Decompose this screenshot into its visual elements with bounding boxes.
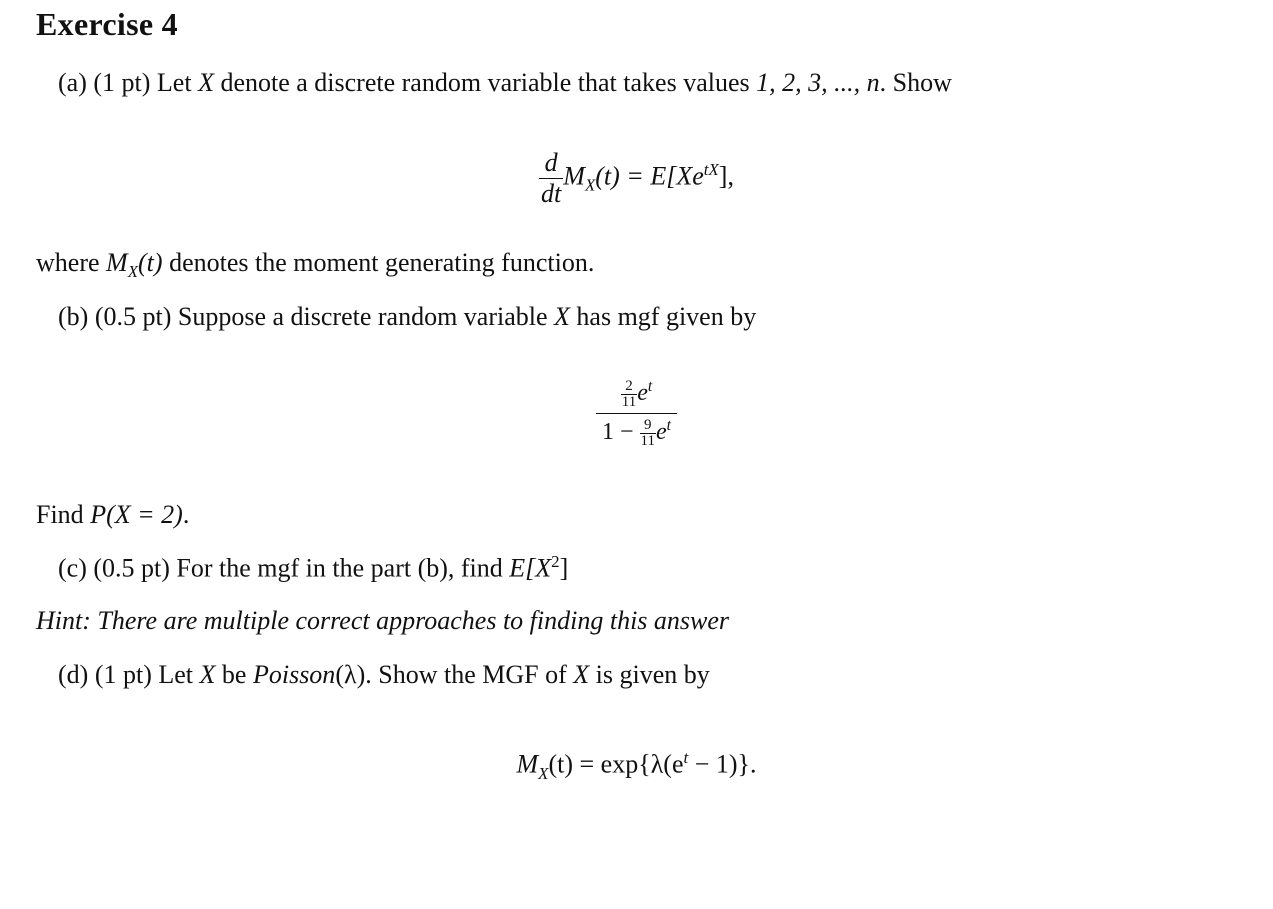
part-b-points: (0.5 pt) (94, 302, 172, 331)
part-b-text: Suppose a discrete random variable (177, 302, 548, 331)
exponent: t (647, 378, 653, 395)
mgf-subscript: X (538, 763, 549, 783)
equation-text: − 1)}. (688, 749, 757, 779)
part-a-text: Let (156, 68, 192, 97)
mgf-symbol: M (106, 248, 128, 277)
coefficient-fraction (640, 418, 656, 449)
exponent: 2 (551, 552, 560, 571)
part-b-mgf-formula (0, 378, 1273, 449)
part-d-text: is given by (595, 660, 710, 689)
value-range: 1, 2, 3, ..., n (756, 68, 880, 97)
part-a-text: . Show (879, 68, 952, 97)
mgf-argument: (t) (138, 248, 163, 277)
mgf-numerator (596, 378, 677, 414)
part-d-label: (d) (58, 660, 89, 689)
part-a-points: (1 pt) (93, 68, 151, 97)
where-text: denotes the moment generating function. (169, 248, 595, 277)
part-d-text: Let (158, 660, 194, 689)
part-a-label: (a) (58, 68, 87, 97)
coef-numerator: 2 (621, 379, 637, 395)
part-c-statement (58, 552, 568, 584)
distribution-name: Poisson (252, 660, 336, 689)
part-d-statement (58, 660, 710, 690)
part-a-statement (58, 68, 952, 98)
part-b-text: has mgf given by (576, 302, 757, 331)
mgf-fraction (596, 378, 677, 449)
part-c-text: For the mgf in the part (b), find (176, 553, 503, 583)
derivative-fraction (539, 148, 563, 209)
fraction-denominator: dt (541, 179, 562, 208)
exponent: t (666, 416, 671, 434)
probability-expression: P(X = 2) (90, 500, 183, 529)
coef-numerator: 9 (640, 418, 656, 434)
part-a-equation (0, 148, 1273, 209)
variable-x: X (554, 302, 570, 331)
hint-text: Hint: There are multiple correct approaches to finding this answer (36, 606, 730, 635)
part-c-label: (c) (58, 553, 87, 583)
equation-text: ], (718, 161, 734, 191)
part-a-text: denote a discrete random variable that takes values (220, 68, 750, 97)
part-d-equation (0, 748, 1273, 784)
equation-text: (t) = E[Xe (595, 161, 704, 191)
coef-denominator: 11 (621, 393, 637, 410)
equation-text: (t) = exp{λ(e (548, 749, 684, 779)
where-text: where (36, 248, 100, 277)
part-c-points: (0.5 pt) (93, 553, 170, 583)
distribution-argument: (λ) (335, 660, 366, 689)
part-b-label: (b) (58, 302, 89, 331)
denominator-text: 1 − (602, 418, 634, 445)
coefficient-fraction (621, 379, 637, 410)
variable-x: X (198, 68, 214, 97)
part-d-points: (1 pt) (94, 660, 152, 689)
variable-x: X (199, 660, 216, 689)
mgf-subscript: X (127, 262, 139, 282)
part-a-where (36, 248, 594, 282)
part-d-text: be (221, 660, 247, 689)
find-text: Find (36, 500, 84, 529)
fraction-numerator: d (539, 148, 563, 179)
exercise-heading: Exercise 4 (36, 6, 178, 42)
exponent: t (683, 748, 689, 767)
exp-base: e (637, 380, 648, 406)
mgf-symbol: M (563, 161, 585, 191)
part-b-find (36, 500, 189, 530)
mgf-subscript: X (584, 175, 596, 195)
expectation-expression: ] (559, 553, 569, 583)
mgf-symbol: M (516, 749, 539, 779)
coef-denominator: 11 (640, 432, 655, 449)
variable-x: X (573, 660, 590, 689)
expectation-expression: E[X (509, 553, 552, 583)
part-d-text: . Show the MGF of (365, 660, 567, 689)
exp-base: e (656, 418, 667, 445)
mgf-denominator (596, 414, 677, 449)
find-text: . (182, 500, 190, 529)
exponent: tX (703, 159, 719, 179)
part-b-statement (58, 302, 756, 332)
